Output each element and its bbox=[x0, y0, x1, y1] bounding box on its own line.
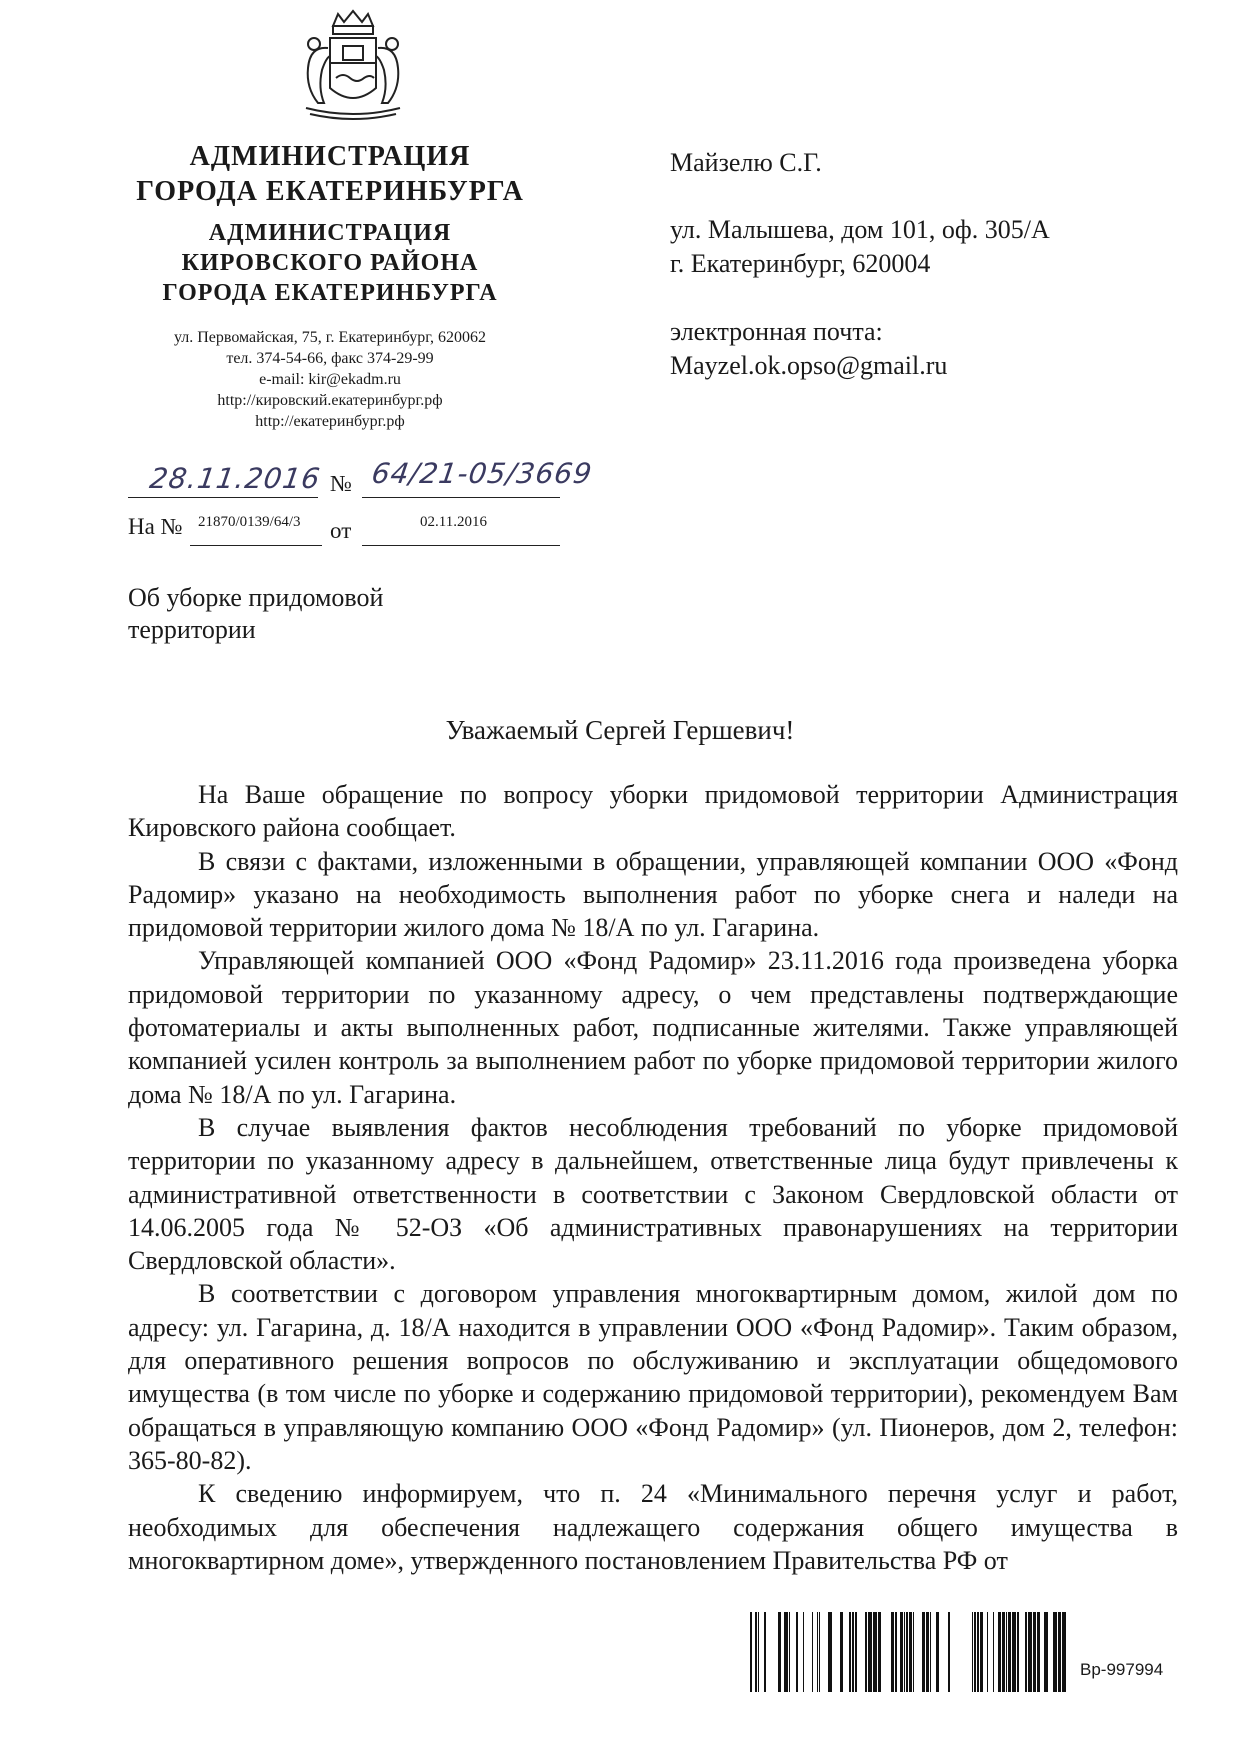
addressee-city: г. Екатеринбург, 620004 bbox=[670, 249, 931, 278]
district-name-line1: АДМИНИСТРАЦИЯ bbox=[208, 220, 452, 246]
body-paragraph-4: В случае выявления фактов несоблюдения требований по уборке придомовой территории по указанному адресу в дальнейшем, ответственные лица будут привлечены к административной ответственности в соответствии с Законом Свердловской области от 14.06.2005 года № 52-ОЗ «Об административных правонарушениях на территории Свердловской области». bbox=[128, 1112, 1178, 1276]
city-coat-of-arms-icon bbox=[288, 8, 418, 126]
district-name-line3: ГОРОДА ЕКАТЕРИНБУРГА bbox=[162, 280, 498, 306]
barcode-id: Вр-997994 bbox=[1080, 1660, 1164, 1679]
sender-phone: тел. 374-54-66, факс 374-29-99 bbox=[226, 350, 434, 367]
from-label: от bbox=[330, 518, 352, 543]
addressee-street: ул. Малышева, дом 101, оф. 305/А bbox=[670, 215, 1050, 244]
reply-to-underline bbox=[190, 545, 322, 546]
body-paragraph-6: К сведению информируем, что п. 24 «Минимального перечня услуг и работ, необходимых для обеспечения надлежащего содержания общего имущества в многоквартирном доме», утвержденного постановлением Правительства РФ от bbox=[128, 1479, 1178, 1575]
letter-body bbox=[128, 778, 1178, 1577]
body-paragraph-3: Управляющей компанией ООО «Фонд Радомир» 23.11.2016 года произведена уборка придомовой территории по указанному адресу, о чем представлены подтверждающие фотоматериалы и акты выполненных работ, подписанные жителями. Также управляющей компанией усилен контроль за выполнением работ по уборке придомовой территории жилого дома № 18/А по ул. Гагарина. bbox=[128, 946, 1178, 1109]
number-label: № bbox=[330, 471, 352, 496]
greeting: Уважаемый Сергей Гершевич! bbox=[445, 715, 795, 745]
subject-line1: Об уборке придомовой bbox=[128, 583, 384, 612]
addressee-email: Mayzel.ok.opso@gmail.ru bbox=[670, 351, 948, 380]
sender-address: ул. Первомайская, 75, г. Екатеринбург, 620062 bbox=[173, 329, 487, 346]
body-paragraph-5: В соответствии с договором управления многоквартирным домом, жилой дом по адресу: ул. Гагарина, д. 18/А находится в управлении ООО «Фонд Радомир». Таким образом, для оперативного решения вопросов по обслуживанию и эксплуатации общедомового имущества (в том числе по уборке и содержанию придомовой территории), рекомендуем Вам обращаться в управляющую компанию ООО «Фонд Радомир» (ул. Пионеров, дом 2, телефон: 365-80-82). bbox=[128, 1279, 1178, 1475]
from-date: 02.11.2016 bbox=[420, 514, 487, 530]
registration-number: 64/21-05/3669 bbox=[369, 457, 595, 490]
district-name-line2: КИРОВСКОГО РАЙОНА bbox=[181, 250, 479, 276]
barcode-icon bbox=[750, 1612, 1070, 1692]
addressee-email-label: электронная почта: bbox=[670, 317, 883, 346]
subject-line2: территории bbox=[128, 615, 256, 644]
body-paragraph-1: На Ваше обращение по вопросу уборки придомовой территории Администрация Кировского района сообщает. bbox=[128, 780, 1178, 843]
registration-date: 28.11.2016 bbox=[147, 462, 323, 495]
sender-website-district: http://кировский.екатеринбург.рф bbox=[217, 392, 443, 409]
sender-website-city: http://екатеринбург.рф bbox=[255, 413, 405, 430]
body-paragraph-2: В связи с фактами, изложенными в обращении, управляющей компании ООО «Фонд Радомир» указано на необходимость выполнения работ по уборке снега и наледи на придомовой территории жилого дома № 18/А по ул. Гагарина. bbox=[128, 846, 1178, 943]
number-underline bbox=[362, 497, 560, 498]
reply-to-number: 21870/0139/64/3 bbox=[198, 514, 301, 530]
addressee-name: Майзелю С.Г. bbox=[670, 148, 822, 177]
from-underline bbox=[362, 545, 560, 546]
sender-email: e-mail: kir@ekadm.ru bbox=[259, 371, 401, 388]
reply-to-label: На № bbox=[128, 514, 183, 539]
org-name-line1: АДМИНИСТРАЦИЯ bbox=[189, 141, 471, 172]
org-name-line2: ГОРОДА ЕКАТЕРИНБУРГА bbox=[136, 176, 524, 207]
date-underline bbox=[128, 497, 318, 498]
